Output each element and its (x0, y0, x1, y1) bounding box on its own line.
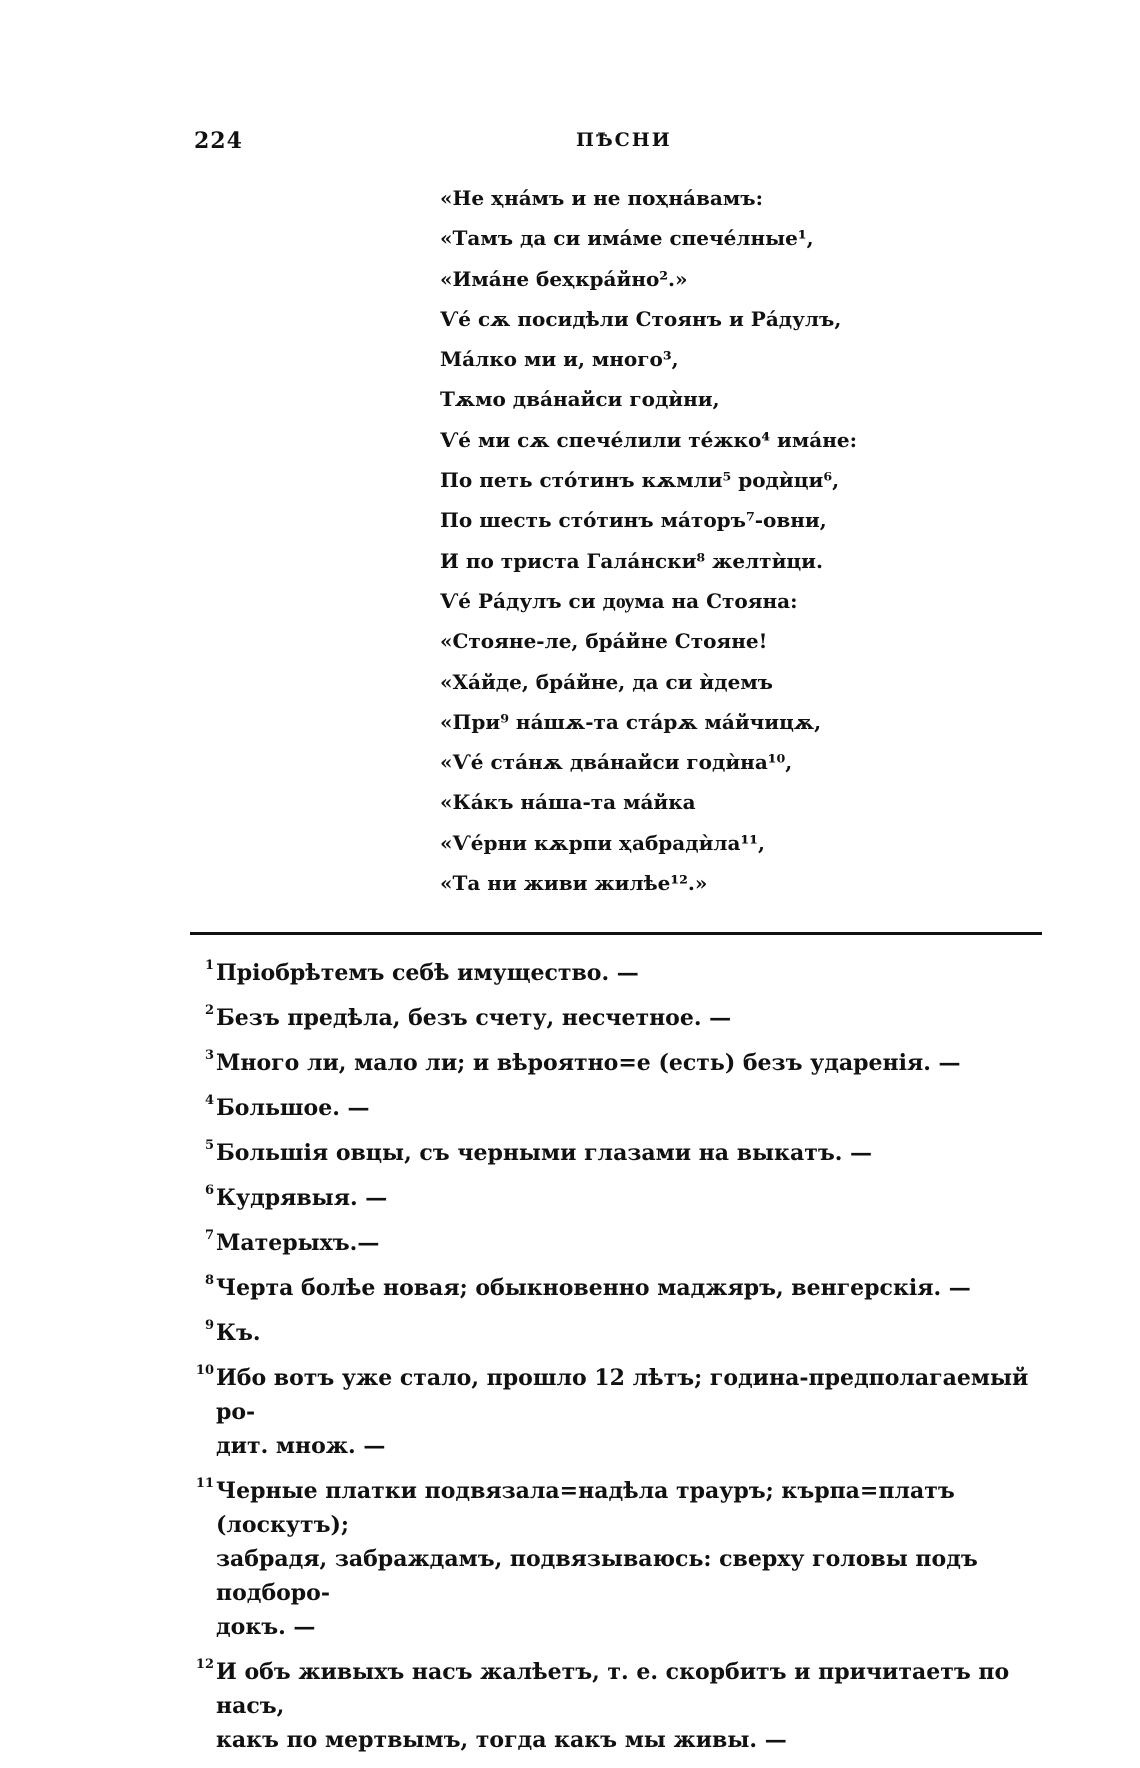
footnote (188, 1091, 1056, 1125)
footnote-text: Большія овцы, съ черными глазами на выкатъ. — (216, 1140, 873, 1166)
footnote (188, 1001, 1056, 1035)
footnote-text: Матерыхъ.— (216, 1230, 380, 1256)
verse-line: «Хáйде, брáйне, да си ѝдемъ (440, 669, 774, 694)
footnote-text: дит. множ. — (216, 1433, 386, 1459)
verse-line: Ѵé ми сѫ спечéлили тéжко⁴ имáне: (440, 427, 857, 452)
footnote (188, 1181, 1056, 1215)
verse-line: И по триста Галáнски⁸ желтѝци. (440, 548, 823, 573)
footnotes (188, 956, 1056, 1768)
footnote-text: Пріобрѣтемъ себѣ имущество. — (216, 960, 639, 986)
verse-line: Тѫмо двáнайси годѝни, (440, 387, 720, 412)
verse-line: «Ѵéрни кѫрпи ҳабрадѝла¹¹, (440, 830, 765, 855)
footnote-number: 6 (204, 1183, 214, 1198)
footnote-text: Черта болѣе новая; обыкновенно маджяръ, венгерскія. — (216, 1275, 971, 1301)
footnote (188, 1271, 1056, 1305)
footnote-text: И объ живыхъ насъ жалѣетъ, т. е. скорбитъ и причитаетъ по насъ, (216, 1659, 1010, 1719)
footnote (188, 1226, 1056, 1260)
footnote-number: 8 (204, 1273, 214, 1288)
footnote-divider (190, 932, 1042, 935)
verse-line: «Та ни живи жилѣе¹².» (440, 871, 708, 896)
footnote-number: 5 (204, 1138, 214, 1153)
verse-line: «При⁹ нáшѫ-та стáрѫ мáйчицѫ, (440, 709, 822, 734)
footnote (188, 1361, 1056, 1463)
footnote-number: 4 (204, 1093, 214, 1108)
footnote (188, 1474, 1056, 1644)
verse-line: Ѵé Рáдулъ си дѹма на Стояна: (440, 588, 798, 613)
footnote-text: Безъ предѣла, безъ счету, несчетное. — (216, 1005, 732, 1031)
verse-line: Ѵé сѫ посидѣли Стоянъ и Рáдулъ, (440, 306, 842, 331)
footnote-text: докъ. — (216, 1614, 316, 1640)
verse-line: «Ѵé стáнѫ двáнайси годѝна¹⁰, (440, 750, 793, 775)
verse-line: «Кáкъ нáша-та мáйка (440, 790, 696, 815)
footnote-text: забрадя, забраждамъ, подвязываюсь: сверху головы подъ подборо- (216, 1546, 978, 1606)
footnote-text: Къ. (216, 1320, 261, 1346)
footnote-number: 11 (195, 1476, 214, 1491)
footnote-number: 12 (195, 1657, 214, 1672)
footnote (188, 1655, 1056, 1757)
footnote (188, 1046, 1056, 1080)
verse-line: «Не ҳнáмъ и не поҳнáвамъ: (440, 186, 763, 210)
verse-line: «Имáне беҳкрáйно².» (440, 266, 688, 291)
footnote-text: Черные платки подвязала=надѣла трауръ; кърпа=платъ (лоскутъ); (216, 1478, 955, 1538)
verse-line: «Стояне-ле, брáйне Стояне! (440, 629, 768, 654)
verse-line: По шесть стóтинъ мáторъ⁷-овни, (440, 508, 827, 533)
footnote (188, 1316, 1056, 1350)
footnote-text: Ибо вотъ уже стало, прошло 12 лѣтъ; година-предполагаемый ро- (216, 1365, 1029, 1425)
footnote-text: Много ли, мало ли; и вѣроятно=е (есть) безъ ударенія. — (216, 1050, 961, 1076)
footnote-number: 9 (204, 1318, 214, 1333)
footnote (188, 956, 1056, 990)
footnote-number: 10 (195, 1363, 214, 1378)
footnote-number: 7 (204, 1228, 214, 1243)
verse-block (440, 184, 900, 909)
footnote-number: 2 (204, 1003, 214, 1018)
running-head: ПѢСНИ (576, 129, 672, 151)
footnote-text: какъ по мертвымъ, тогда какъ мы живы. — (216, 1727, 787, 1753)
footnote-text: Большое. — (216, 1095, 370, 1121)
page-number: 224 (194, 128, 243, 154)
verse-line: «Тамъ да си имáме спечéлные¹, (440, 226, 814, 251)
footnote-number: 1 (204, 958, 214, 973)
footnote (188, 1136, 1056, 1170)
footnote-number: 3 (204, 1048, 214, 1063)
verse-line: По петь стóтинъ кѫмли⁵ родѝци⁶, (440, 468, 840, 493)
verse-line: Мáлко ми и, много³, (440, 347, 679, 372)
footnote-text: Кудрявыя. — (216, 1185, 388, 1211)
